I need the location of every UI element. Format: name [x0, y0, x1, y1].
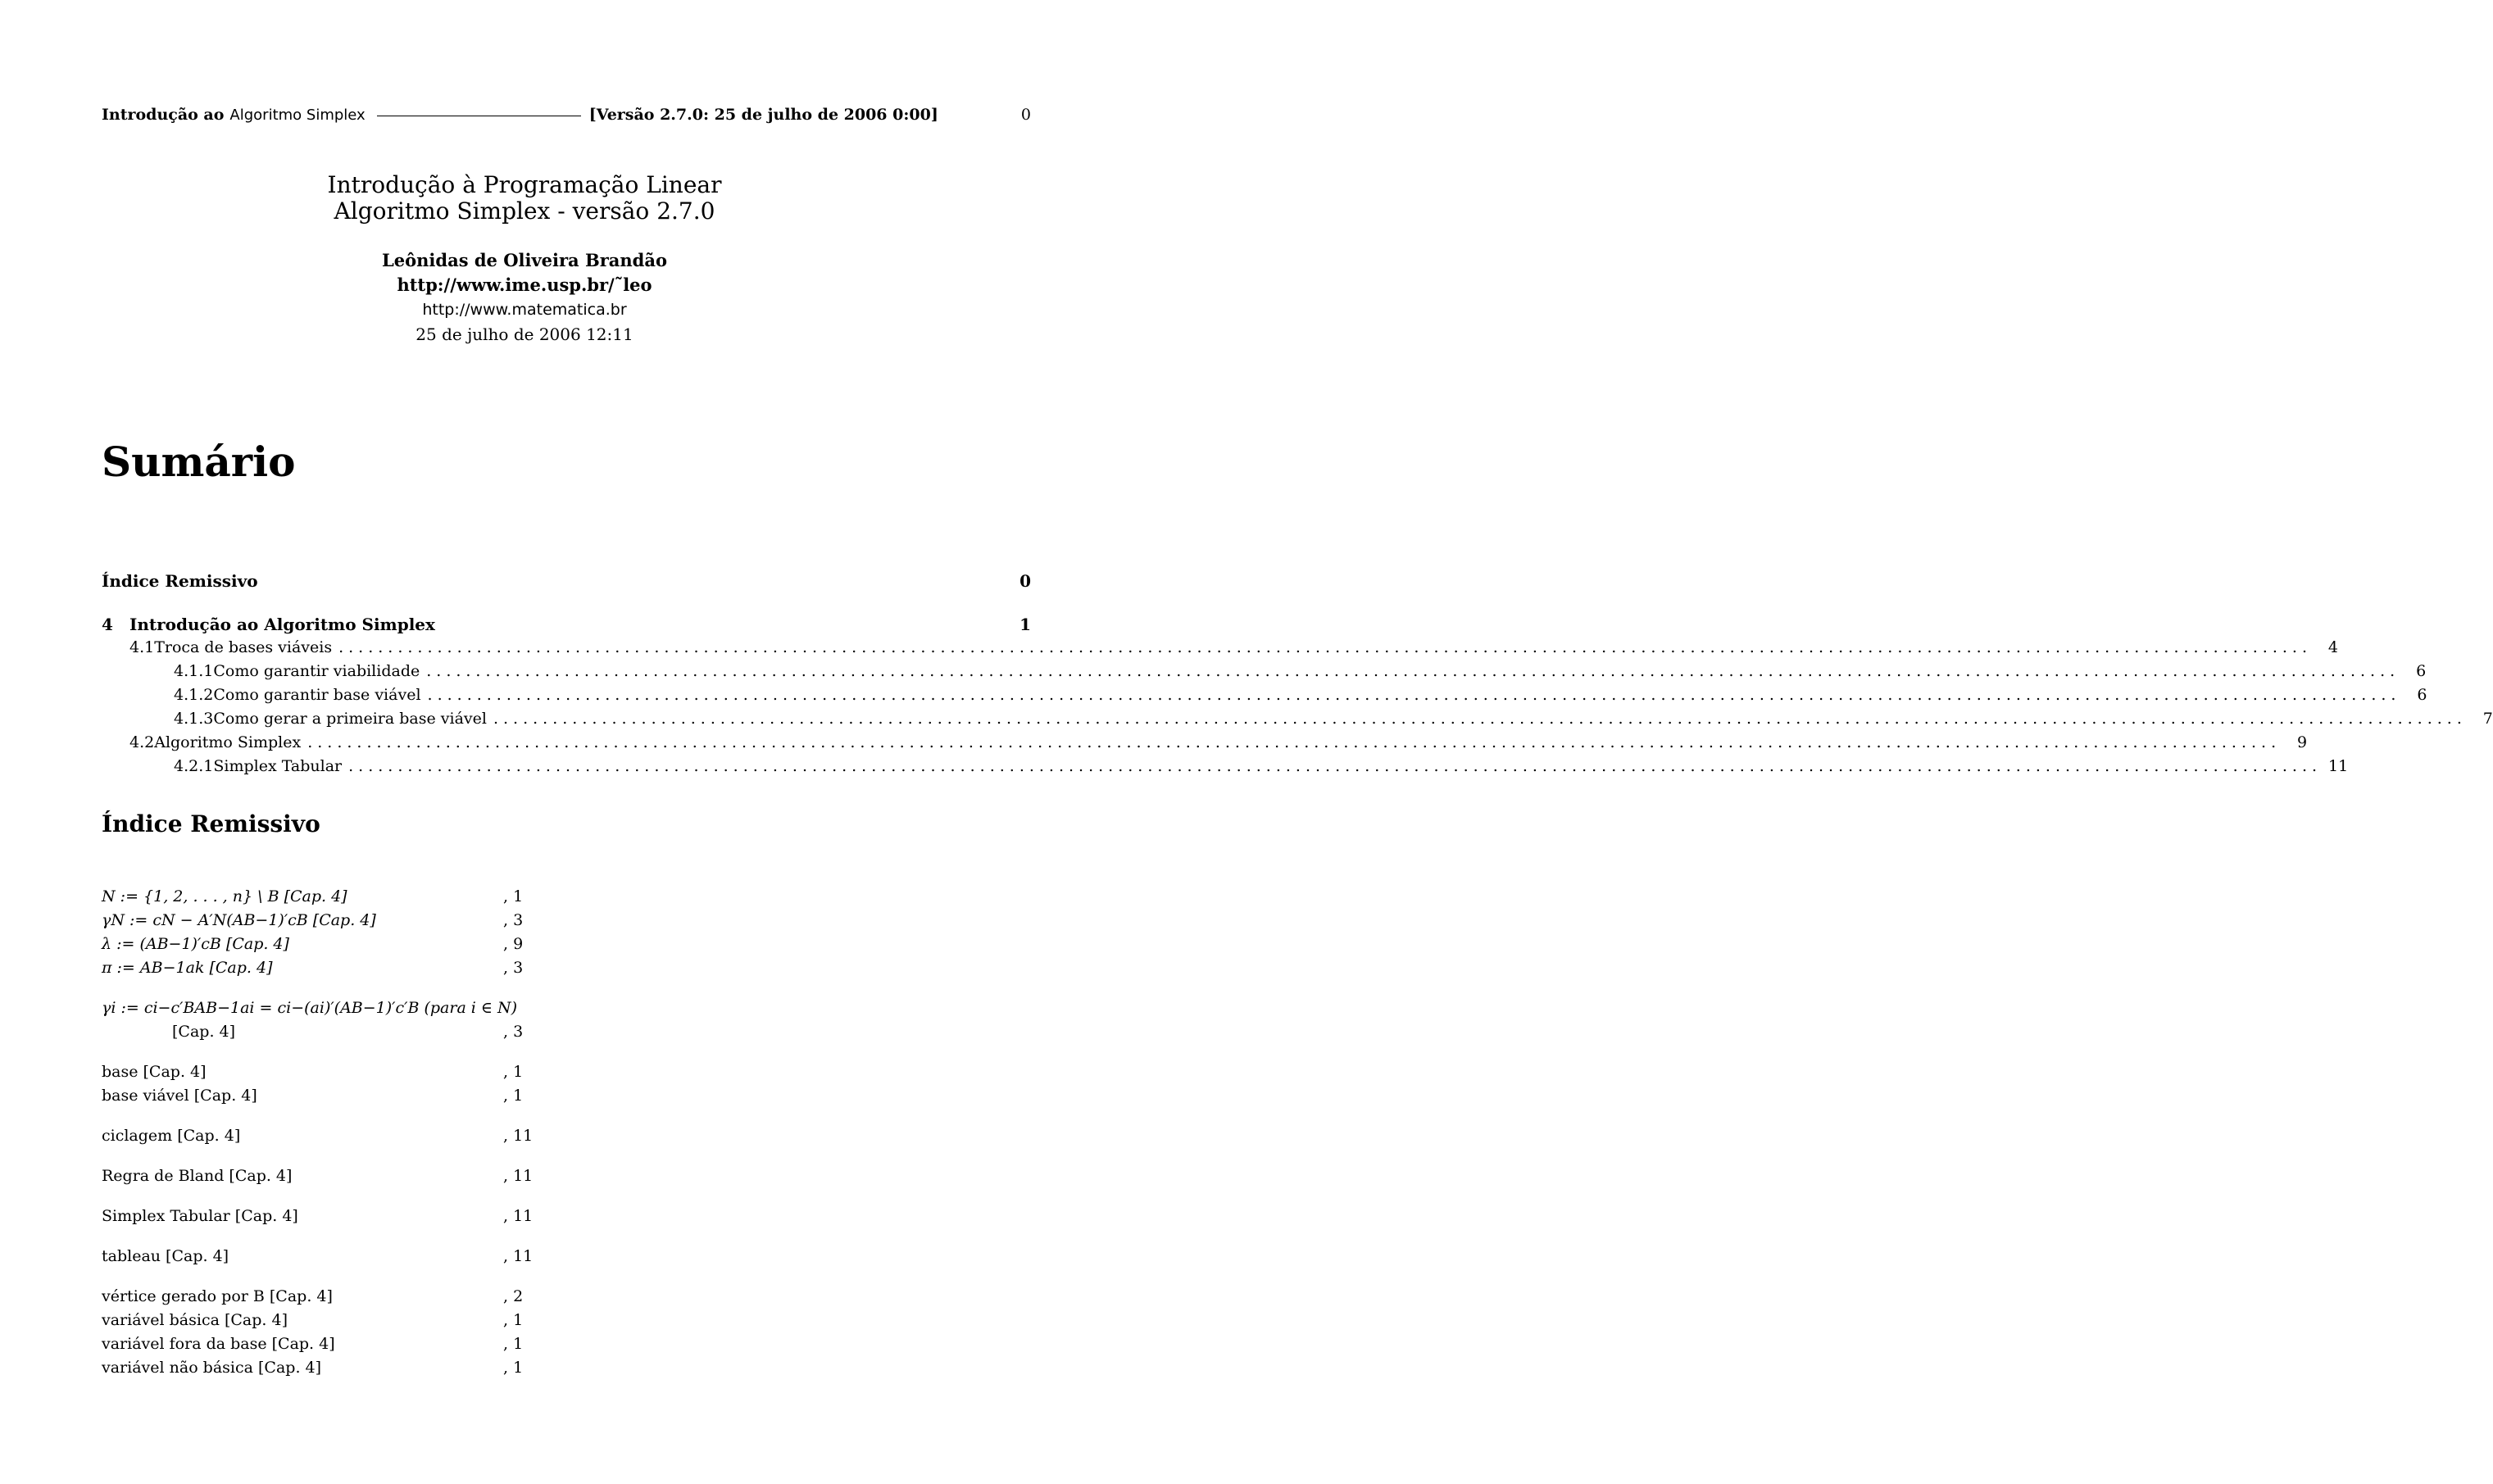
toc-entry[interactable] — [102, 638, 2339, 662]
toc-entry-title: Como garantir base viável — [213, 686, 421, 704]
index-entry — [102, 1207, 544, 1231]
index-entry — [102, 1335, 544, 1359]
index-group — [102, 999, 544, 1046]
toc-entry-page: 4 — [2327, 638, 2339, 656]
index-page-ref[interactable]: , 11 — [503, 1207, 534, 1225]
index-page-ref[interactable]: , 11 — [503, 1127, 534, 1145]
site-url[interactable]: http://www.matematica.br — [422, 301, 627, 319]
index-page-ref[interactable]: , 1 — [503, 1063, 524, 1081]
toc-entry-title: Como gerar a primeira base viável — [213, 710, 487, 728]
index-entry — [102, 935, 544, 959]
toc-entry[interactable] — [102, 686, 2427, 710]
index-group — [102, 1247, 544, 1271]
index-entry — [102, 1247, 544, 1271]
running-header-page-number: 0 — [1020, 106, 1031, 124]
toc-entry-page: 0 — [1019, 571, 1031, 591]
index-page-ref[interactable]: , 1 — [503, 1359, 524, 1377]
index-entry — [102, 1087, 544, 1110]
index-heading: Índice Remissivo — [102, 810, 320, 837]
toc-entry[interactable] — [102, 615, 1031, 638]
toc-entry[interactable] — [102, 757, 2349, 781]
toc-entry-page: 6 — [2416, 662, 2427, 680]
index-term: γi := ci−c′BAB−1ai = ci−(ai)′(AB−1)′c′B (para i ∈ N) — [102, 999, 518, 1017]
toc-entry-number: 4.1.2 — [174, 686, 214, 704]
toc-leader: ........................................................................................................................................................................................................ — [493, 710, 2467, 728]
toc-entry-number: 4.1 — [129, 638, 155, 656]
title-block — [0, 172, 1049, 225]
index-entry — [102, 999, 544, 1023]
index-term: λ := (AB−1)′cB [Cap. 4] — [102, 935, 289, 953]
index-term: Simplex Tabular [Cap. 4] — [102, 1207, 298, 1225]
index-term: N := {1, 2, . . . , n} \ B [Cap. 4] — [102, 887, 347, 905]
toc-entry-page: 9 — [2297, 733, 2308, 751]
toc-leader: ........................................................................................................................................................................................................ — [307, 733, 2282, 751]
index-page-ref[interactable]: , 1 — [503, 1087, 524, 1105]
index-page-ref[interactable]: , 9 — [503, 935, 524, 953]
index-entry — [102, 1287, 544, 1311]
author-block — [0, 248, 1049, 347]
index-page-ref[interactable]: , 3 — [503, 911, 524, 929]
toc-entry[interactable] — [102, 662, 2427, 686]
index-entry — [102, 1167, 544, 1191]
toc-entry-title: Simplex Tabular — [213, 757, 343, 775]
index-term: tableau [Cap. 4] — [102, 1247, 229, 1265]
toc-entry-title: Troca de bases viáveis — [154, 638, 333, 656]
index-page-ref[interactable]: , 11 — [503, 1167, 534, 1185]
toc-entry-number: 4.1.3 — [174, 710, 214, 728]
index-page-ref[interactable]: , 1 — [503, 887, 524, 905]
toc-entry-page: 7 — [2482, 710, 2493, 728]
index-page-ref[interactable]: , 1 — [503, 1335, 524, 1353]
index-term: γN := cN − A′N(AB−1)′cB [Cap. 4] — [102, 911, 376, 929]
index-group — [102, 1127, 544, 1150]
index-page-ref[interactable]: , 1 — [503, 1311, 524, 1329]
index-term: base [Cap. 4] — [102, 1063, 207, 1081]
toc-leader: ........................................................................................................................................................................................................ — [426, 662, 2400, 680]
index-term: base viável [Cap. 4] — [102, 1087, 257, 1105]
toc-entry-title: Algoritmo Simplex — [154, 733, 302, 751]
toc-entry-number: 4 — [102, 615, 113, 634]
index-entry — [102, 911, 544, 935]
index-term: Regra de Bland [Cap. 4] — [102, 1167, 293, 1185]
index-term: [Cap. 4] — [172, 1023, 236, 1041]
toc-leader: ........................................................................................................................................................................................................ — [348, 757, 2323, 775]
index-entry — [102, 1311, 544, 1335]
index-term: variável fora da base [Cap. 4] — [102, 1335, 335, 1353]
toc-heading: Sumário — [102, 438, 296, 486]
index-entry — [102, 1359, 544, 1382]
toc-entry-page: 6 — [2417, 686, 2427, 704]
toc-entry-number: 4.2.1 — [174, 757, 214, 775]
running-header-version: [Versão 2.7.0: 25 de julho de 2006 0:00] — [588, 106, 938, 124]
index-group — [102, 1167, 544, 1191]
toc-entry[interactable] — [102, 571, 1031, 595]
document-title: Introdução à Programação Linear — [327, 171, 722, 198]
index-group — [102, 887, 544, 983]
index-term: π := AB−1ak [Cap. 4] — [102, 959, 273, 977]
index-list — [102, 887, 544, 1399]
toc-entry-title: Introdução ao Algoritmo Simplex — [129, 615, 435, 634]
toc-entry[interactable] — [102, 710, 2493, 733]
author-url[interactable]: http://www.ime.usp.br/˜leo — [397, 275, 652, 295]
running-header-title-bold: Introdução ao — [102, 106, 225, 124]
document-subtitle: Algoritmo Simplex - versão 2.7.0 — [334, 197, 715, 225]
index-term: vértice gerado por B [Cap. 4] — [102, 1287, 333, 1305]
toc-entry-page: 1 — [1019, 615, 1031, 634]
index-page-ref[interactable]: , 3 — [503, 959, 524, 977]
index-page-ref[interactable]: , 2 — [503, 1287, 524, 1305]
table-of-contents — [102, 571, 2493, 781]
index-entry — [102, 1127, 544, 1150]
index-group — [102, 1287, 544, 1382]
index-term: ciclagem [Cap. 4] — [102, 1127, 241, 1145]
toc-entry-title: Índice Remissivo — [102, 571, 258, 591]
index-entry — [102, 887, 544, 911]
index-group — [102, 1207, 544, 1231]
index-entry — [102, 1023, 544, 1046]
running-header — [102, 106, 1031, 130]
running-header-title-sans: Algoritmo Simplex — [229, 107, 366, 124]
index-group — [102, 1063, 544, 1110]
toc-entry[interactable] — [102, 733, 2308, 757]
toc-entry-number: 4.1.1 — [174, 662, 214, 680]
document-date: 25 de julho de 2006 12:11 — [416, 324, 633, 344]
index-page-ref[interactable]: , 3 — [503, 1023, 524, 1041]
author-name: Leônidas de Oliveira Brandão — [382, 250, 667, 270]
index-term: variável básica [Cap. 4] — [102, 1311, 288, 1329]
toc-leader: ........................................................................................................................................................................................................ — [338, 638, 2313, 656]
index-term: variável não básica [Cap. 4] — [102, 1359, 322, 1377]
index-page-ref[interactable]: , 11 — [503, 1247, 534, 1265]
toc-leader: ........................................................................................................................................................................................................ — [427, 686, 2401, 704]
index-entry — [102, 1063, 544, 1087]
index-entry — [102, 959, 544, 983]
toc-entry-page: 11 — [2328, 757, 2349, 775]
toc-entry-title: Como garantir viabilidade — [213, 662, 420, 680]
toc-entry-number: 4.2 — [129, 733, 155, 751]
